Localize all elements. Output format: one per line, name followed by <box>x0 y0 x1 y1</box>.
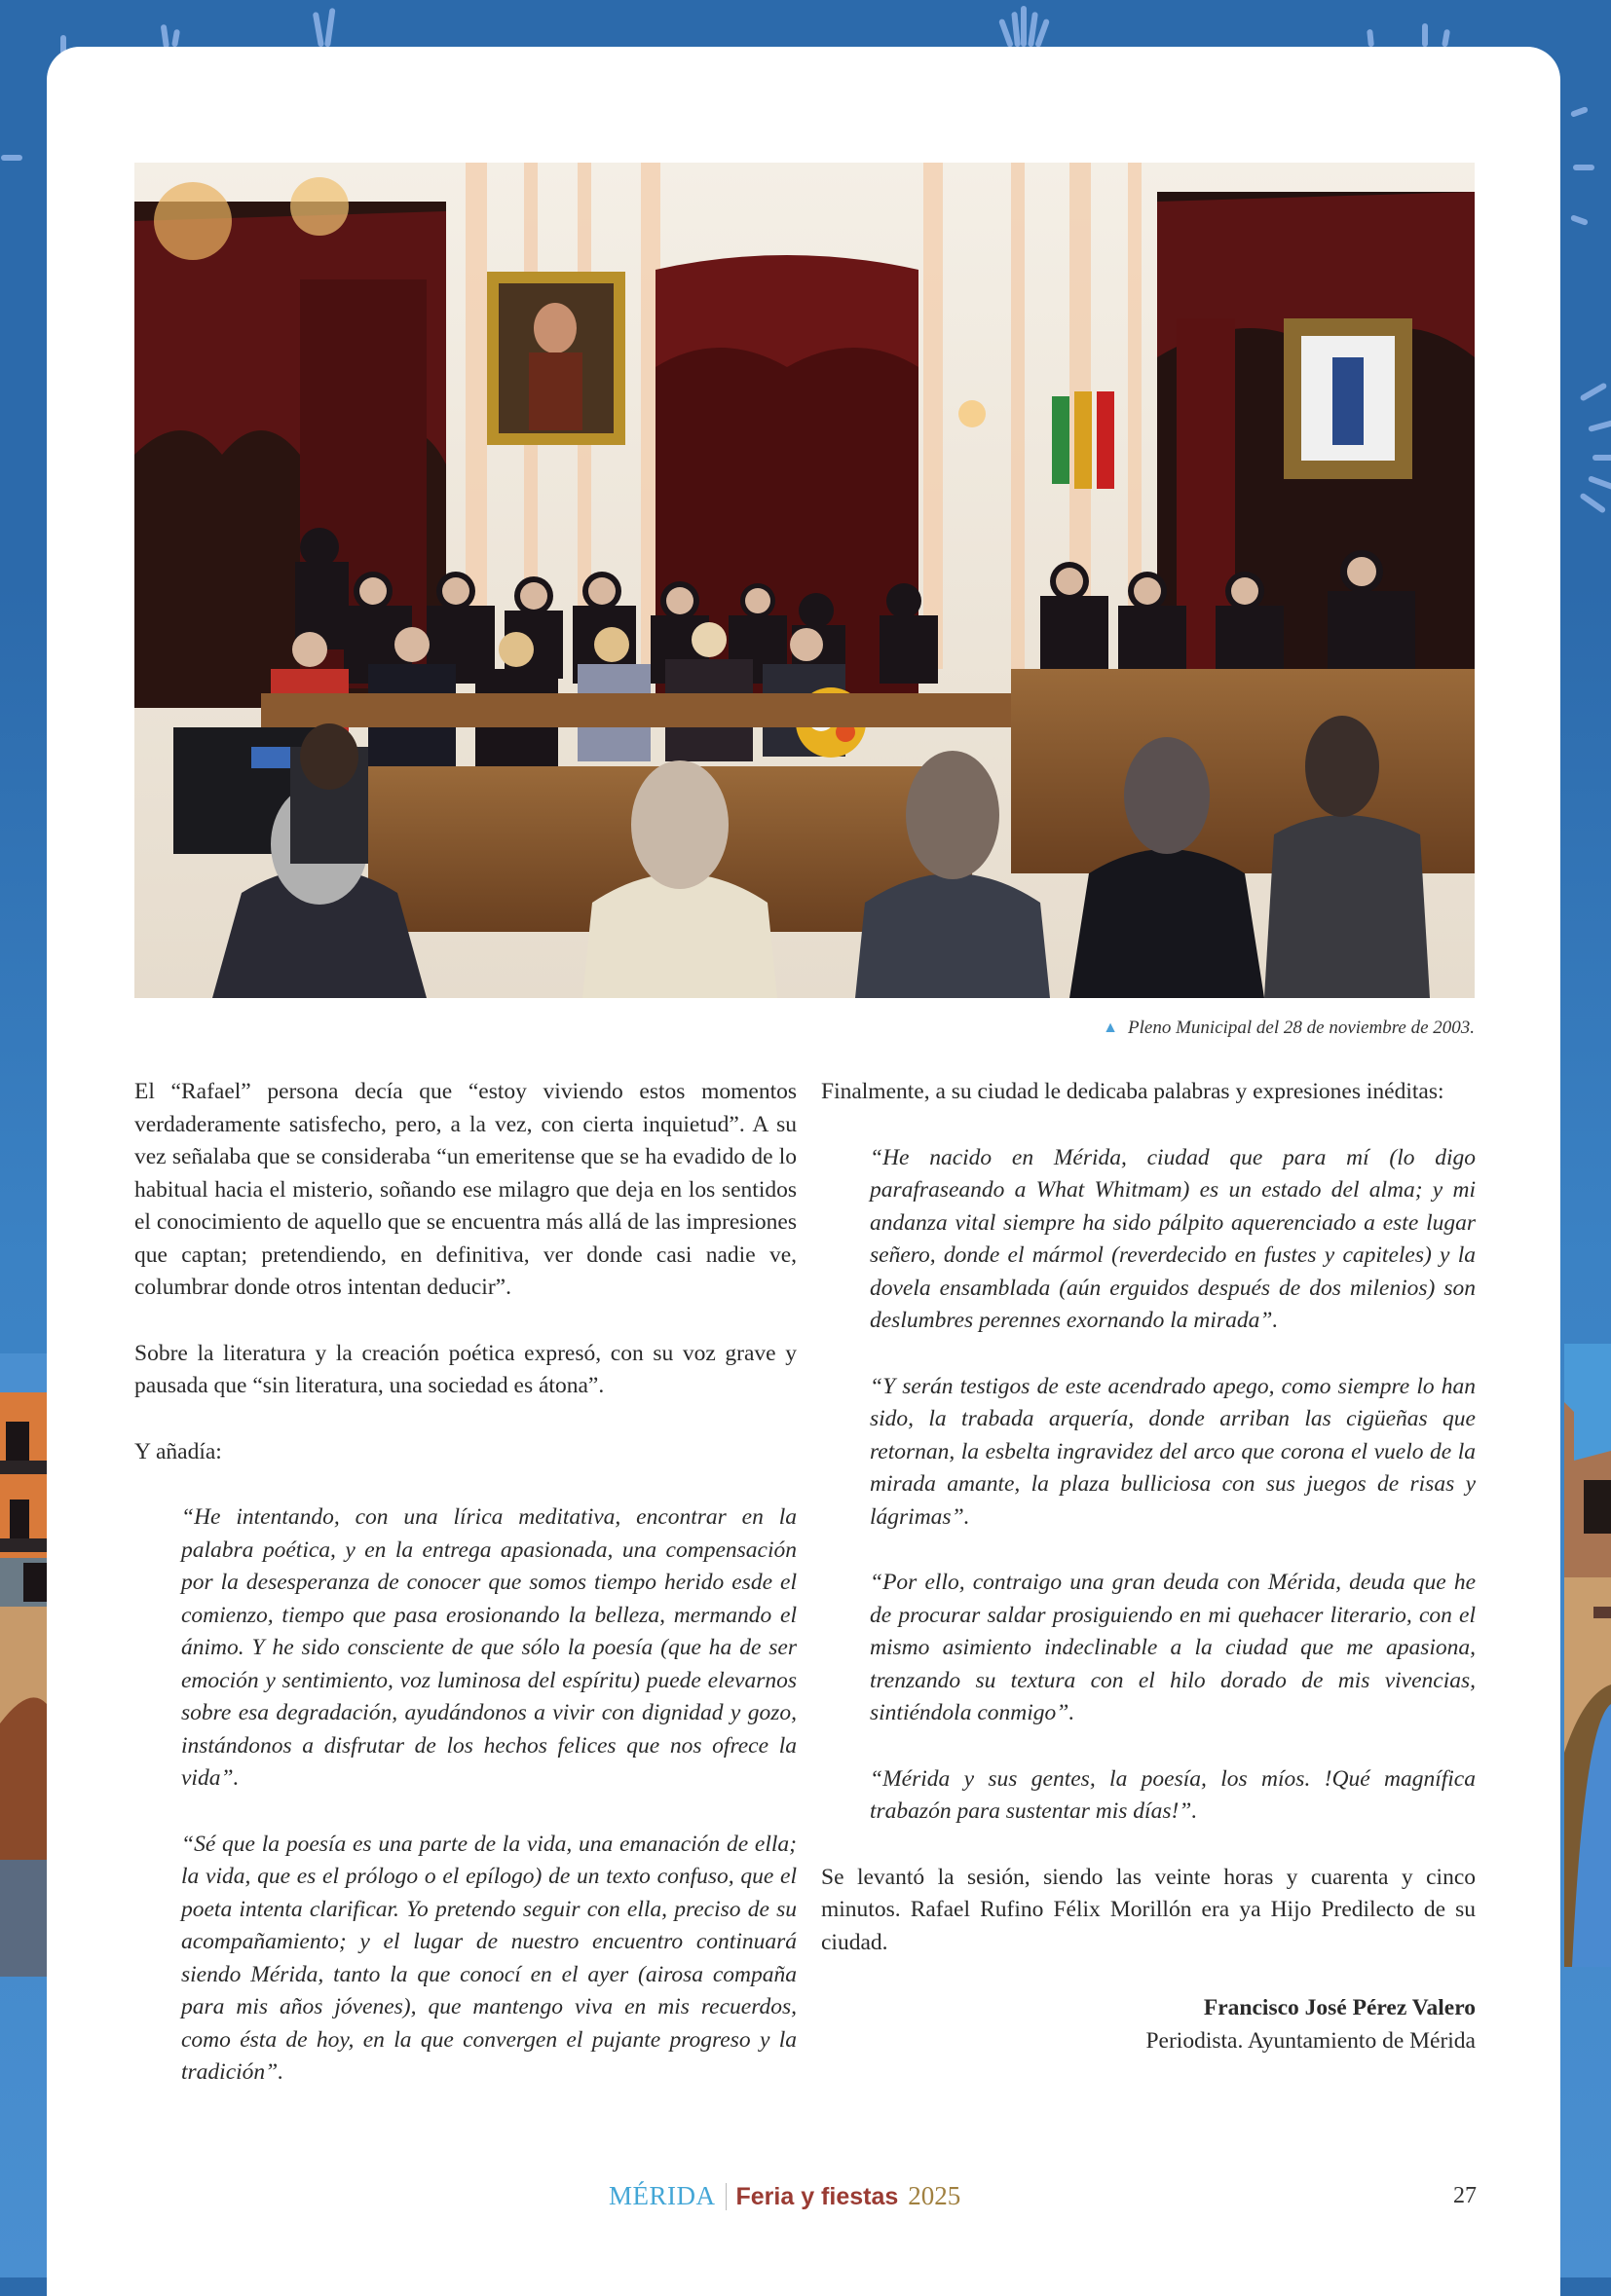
signature <box>821 1992 1476 2057</box>
block-quote: “Sé que la poesía es una parte de la vida, una emanación de ella; la vida, que es el prólogo o el epílogo) de un texto confuso, que el poeta intenta clarificar. Yo pretendo seguir con ella, preciso de su acompañamiento; y el lugar de nuestro encuentro continuará siendo Mérida, tanto la que conocí en el ayer (airosa compaña para mis años jóvenes), que mantengo viva en mis recuerdos, como ésta de hoy, en la que convergen el pujante progreso y la tradición”. <box>181 1831 797 2085</box>
left-column <box>134 1076 797 2123</box>
building-illustration-left <box>0 1353 47 1977</box>
footer-divider <box>726 2183 727 2210</box>
block-quote: “Por ello, contraigo una gran deuda con Mérida, deuda que he de procurar saldar prosiguiendo en mi quehacer literario, con el mismo asimiento indeclinable a la ciudad que me apasiona, trenzando su textura con el hilo dorado de mis vivencias, sintiéndola conmigo”. <box>870 1570 1476 1725</box>
block-quote: “He nacido en Mérida, ciudad que para mí (lo digo parafraseando a What Whitmam) es un estado del alma; y mi andanza vital siempre ha sido pálpito aquerenciado a este lugar señero, donde el mármol (reverdecido en fustes y capiteles) y la dovela ensamblada (aún erguidos después de dos milenios) son deslumbres perennes exornando la mirada”. <box>870 1144 1476 1333</box>
block-quote: “Mérida y sus gentes, la poesía, los míos. !Qué magnífica trabazón para sustentar mis días!”. <box>870 1765 1476 1824</box>
footer-brand <box>609 2181 960 2211</box>
triangle-up-icon: ▲ <box>1103 1019 1119 1036</box>
block-quote: “Y serán testigos de este acendrado apego, como siempre lo han sido, la trabada arquería, donde arriban las cigüeñas que retornan, la esbelta ingravidez del arco que corona el vuelo de la mirada amante, la plaza bulliciosa con sus juegos de risas y lágrimas”. <box>870 1373 1476 1530</box>
photo-illustration <box>134 163 1475 998</box>
right-column <box>821 1076 1476 2091</box>
author-role: Periodista. Ayuntamiento de Mérida <box>1145 2027 1476 2054</box>
paragraph: Y añadía: <box>134 1438 222 1464</box>
paragraph: El “Rafael” persona decía que “estoy viviendo estos momentos verdaderamente satisfecho, pero, a la vez, con cierta inquietud”. A su vez señalaba que se consideraba “un emeritense que se ha evadido de lo habitual hacia el misterio, soñando ese milagro que deja en los sentidos el conocimiento de aquello que se encuentra más allá de las impresiones que captan; pretendiendo, en definitiva, ver donde casi nadie ve, columbrar donde otros intentan deducir”. <box>134 1079 797 1300</box>
building-illustration-right <box>1564 1344 1611 1967</box>
page-number: 27 <box>1453 2183 1477 2208</box>
paragraph: Finalmente, a su ciudad le dedicaba palabras y expresiones inéditas: <box>821 1079 1444 1104</box>
event-name: Feria y fiestas <box>735 2183 899 2210</box>
caption-text: Pleno Municipal del 28 de noviembre de 2003. <box>1128 1018 1475 1038</box>
author-name: Francisco José Pérez Valero <box>1203 1995 1476 2020</box>
event-photo <box>134 163 1475 998</box>
event-year: 2025 <box>908 2181 961 2210</box>
paragraph: Se levantó la sesión, siendo las veinte horas y cuarenta y cinco minutos. Rafael Rufino Félix Morillón era ya Hijo Predilecto de su ciudad. <box>821 1864 1476 1955</box>
paragraph: Sobre la literatura y la creación poética expresó, con su voz grave y pausada que “sin literatura, una sociedad es átona”. <box>134 1340 797 1398</box>
block-quote: “He intentando, con una lírica meditativa, encontrar en la palabra poética, y en la entrega apasionada, una compensación por la desesperanza de conocer que somos tiempo herido esde el comienzo, tiempo que pasa erosionando la belleza, mermando el ánimo. Y he sido consciente de que sólo la poesía (que ha de ser emoción y sentimiento, voz luminosa del espíritu) puede elevarnos sobre esa degradación, ayudándonos a vivir con dignidad y gozo, instándonos a disfrutar de los hechos felices que nos ofrece la vida”. <box>181 1504 797 1791</box>
photo-caption <box>1103 1018 1475 1039</box>
brand-merida: MÉRIDA <box>609 2181 716 2210</box>
